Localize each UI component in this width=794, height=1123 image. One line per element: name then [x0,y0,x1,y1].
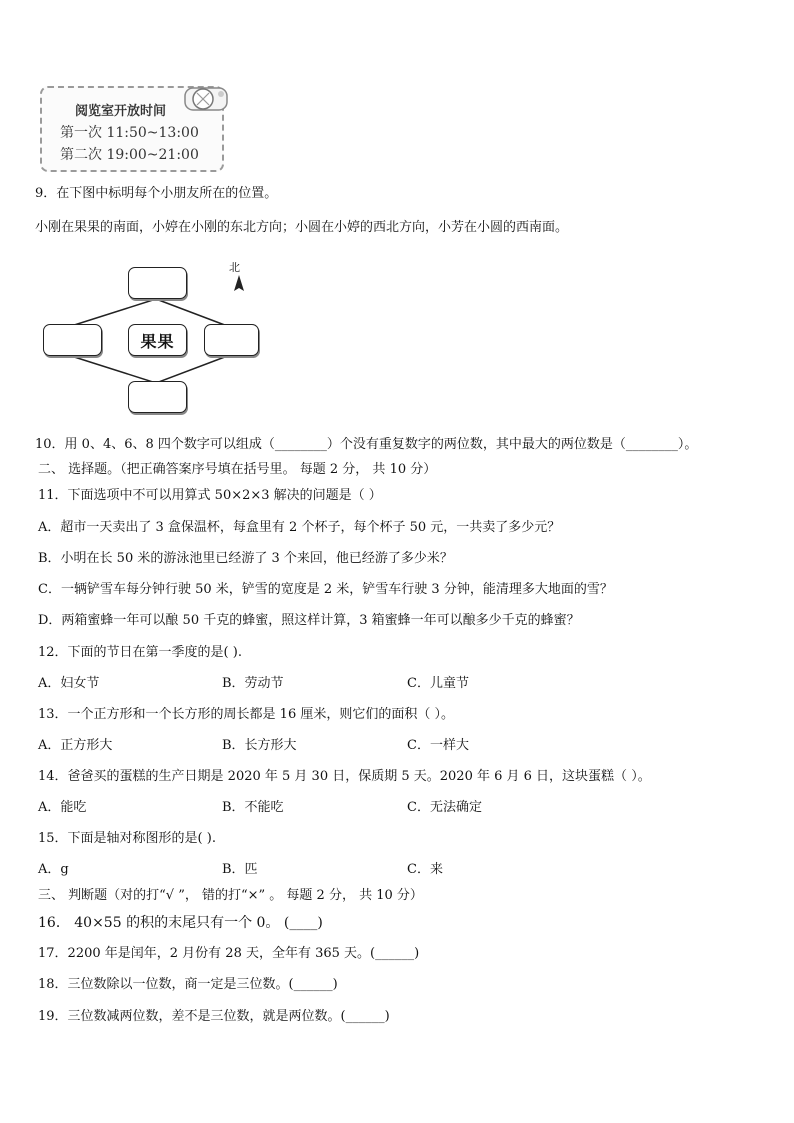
center-label: 果果 [140,331,175,351]
answer-box-west[interactable] [43,324,102,356]
north-label: 北 [229,261,240,274]
section-3-heading: 三、 判断题（对的打“√ ”， 错的打“×” 。 每题 2 分， 共 10 分） [38,888,423,903]
q19-text: 19．三位数减两位数，差不是三位数，就是两位数。(______) [38,1009,390,1024]
q17-text: 17．2200 年是闰年，2 月份有 28 天，全年有 365 天。(______) [38,946,420,961]
q13-option-a[interactable]: A．正方形大 [38,738,113,753]
q13-option-b[interactable]: B．长方形大 [222,738,297,753]
q14-option-b[interactable]: B．不能吃 [222,800,284,815]
alarm-clock-icon [183,84,229,114]
q11-option-c[interactable]: C．一辆铲雪车每分钟行驶 50 米，铲雪的宽度是 2 米，铲雪车行驶 3 分钟，能清理多大地面的雪？ [38,582,613,597]
q14-stem: 14．爸爸买的蛋糕的生产日期是 2020 年 5 月 30 日，保质期 5 天。2020 年 6 月 6 日，这块蛋糕（ ）。 [38,769,651,784]
q11-option-b[interactable]: B．小明在长 50 米的游泳池里已经游了 3 个来回，他已经游了多少米？ [38,551,453,566]
q15-option-b[interactable]: B．匹 [222,862,258,877]
q13-stem: 13．一个正方形和一个长方形的周长都是 16 厘米，则它们的面积（ ）。 [38,707,454,722]
q14-option-c[interactable]: C．无法确定 [407,800,482,815]
notice-line-1: 第一次 11:50~13:00 [60,125,199,141]
q13-option-c[interactable]: C．一样大 [407,738,469,753]
q12-option-b[interactable]: B．劳动节 [222,676,284,691]
answer-box-south[interactable] [128,381,187,413]
q12-option-a[interactable]: A．妇女节 [38,676,100,691]
q12-option-c[interactable]: C．儿童节 [407,676,469,691]
q11-stem: 11．下面选项中不可以用算式 50×2×3 解决的问题是（ ） [38,488,382,503]
q14-option-a[interactable]: A．能吃 [38,800,87,815]
q9-title: 9．在下图中标明每个小朋友所在的位置。 [35,186,278,201]
notice-title: 阅览室开放时间 [75,104,167,119]
answer-box-east[interactable] [204,324,259,356]
q18-text: 18．三位数除以一位数，商一定是三位数。(______) [38,977,338,992]
notice-line-2: 第二次 19:00~21:00 [60,147,199,163]
q11-option-d[interactable]: D．两箱蜜蜂一年可以酿 50 千克的蜂蜜，照这样计算，3 箱蜜蜂一年可以酿多少千克的蜂蜜？ [38,613,580,628]
q11-option-a[interactable]: A．超市一天卖出了 3 盒保温杯，每盒里有 2 个杯子，每个杯子 50 元，一共卖了多少元？ [38,520,561,535]
north-arrow-icon [234,275,244,293]
q15-stem: 15．下面是轴对称图形的是( ). [38,831,216,846]
q15-option-c[interactable]: C．来 [407,862,443,877]
section-2-heading: 二、 选择题。（把正确答案序号填在括号里。 每题 2 分， 共 10 分） [38,462,437,477]
q16-text: 16． 40×55 的积的末尾只有一个 0。 (____) [38,915,323,931]
north-indicator [229,259,249,295]
q15-option-a[interactable]: A．g [38,862,69,877]
q10-text: 10．用 0、4、6、8 四个数字可以组成（________）个没有重复数字的两位数，其中最大的两位数是（________）。 [35,437,698,452]
q12-stem: 12．下面的节日在第一季度的是( ). [38,645,242,660]
center-box-guoguo [128,324,187,356]
q9-description: 小刚在果果的南面，小婷在小刚的东北方向；小圆在小婷的西北方向，小芳在小圆的西南面。 [35,220,569,235]
answer-box-north[interactable] [128,267,187,299]
